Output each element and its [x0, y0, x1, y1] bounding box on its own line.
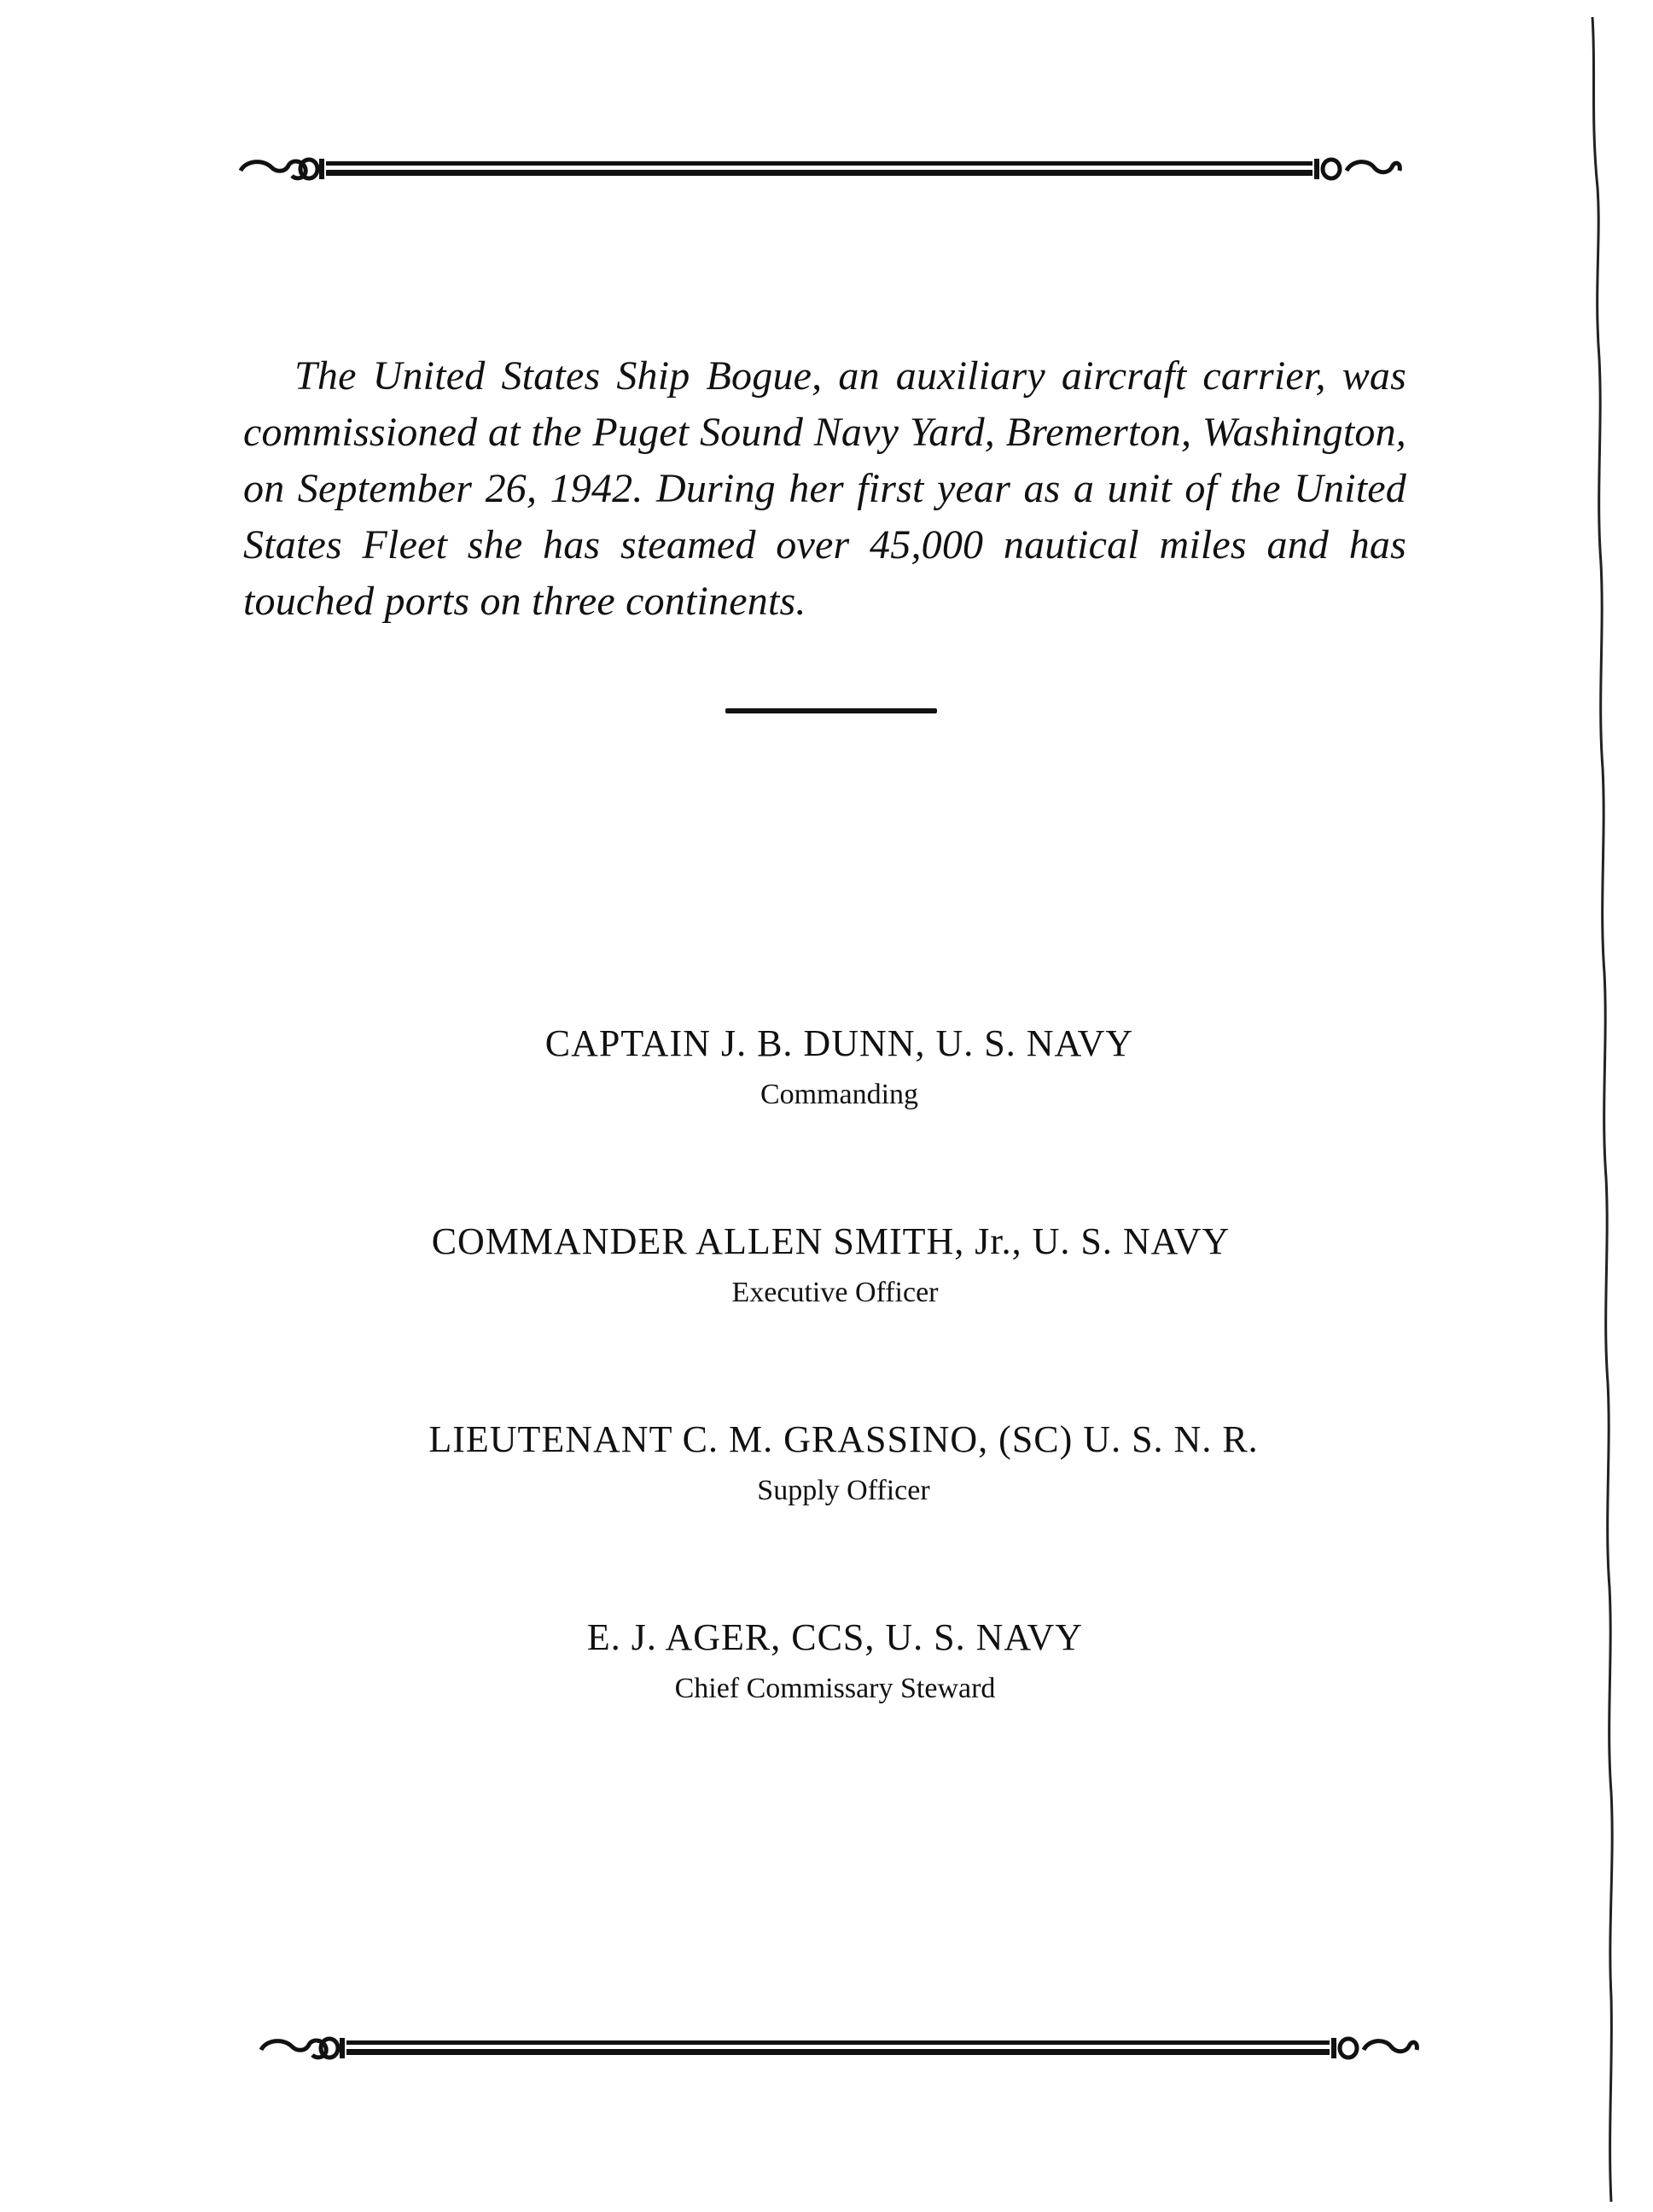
scroll-ornament-icon	[258, 2031, 1420, 2065]
officer-entry	[0, 1614, 1653, 1709]
bottom-ornamental-rule	[258, 2031, 1420, 2065]
officer-entry	[0, 1218, 1653, 1313]
section-divider	[725, 708, 937, 713]
officer-entry	[0, 1416, 1653, 1511]
officer-name: COMMANDER ALLEN SMITH, Jr., U. S. NAVY	[431, 1220, 1231, 1262]
officer-title: Chief Commissary Steward	[674, 1673, 996, 1704]
torn-edge-icon	[1587, 17, 1621, 2202]
officer-title: Commanding	[760, 1079, 919, 1110]
intro-paragraph: The United States Ship Bogue, an auxiliary aircraft carrier, was commissioned at the Puget Sound Navy Yard, Bremerton, Washington, on September 26, 1942. During her first year as a unit of the United States Fleet she has steamed over 45,000 nautical miles and has touched ports on three continents.	[243, 353, 1406, 624]
top-ornamental-rule	[237, 152, 1403, 186]
officer-name: LIEUTENANT C. M. GRASSINO, (SC) U. S. N. R.	[428, 1418, 1259, 1460]
officer-title: Executive Officer	[731, 1277, 939, 1308]
officer-entry	[0, 1020, 1653, 1115]
page-edge	[1587, 17, 1621, 2202]
officer-title: Supply Officer	[757, 1475, 930, 1506]
officer-name: E. J. AGER, CCS, U. S. NAVY	[586, 1616, 1084, 1658]
officer-name: CAPTAIN J. B. DUNN, U. S. NAVY	[544, 1022, 1134, 1064]
scroll-ornament-icon	[237, 152, 1403, 186]
